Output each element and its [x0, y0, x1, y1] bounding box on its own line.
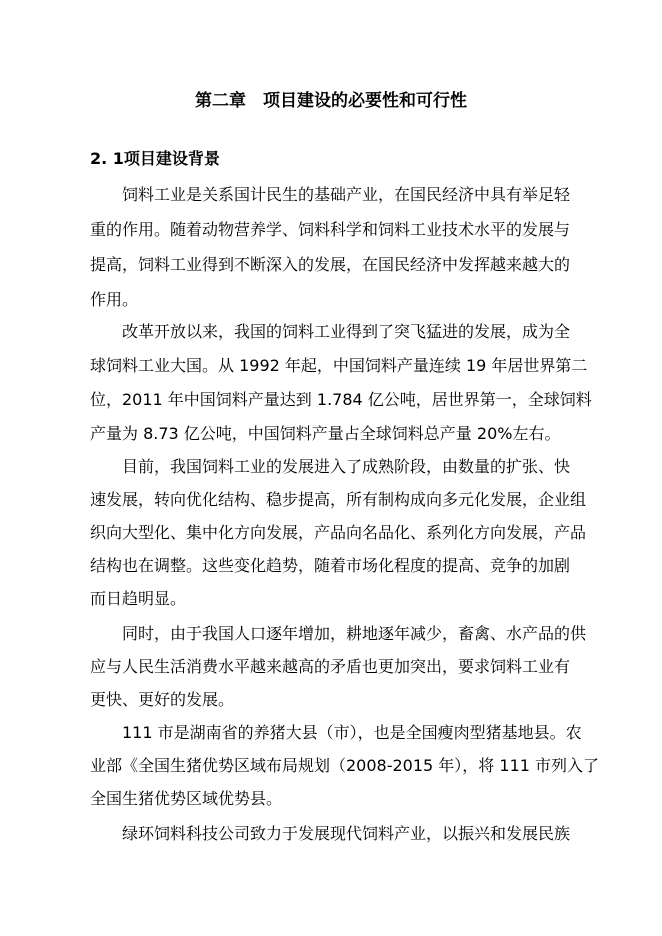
paragraph-1-line-2: 重的作用。随着动物营养学、饲料科学和饲料工业技术水平的发展与 — [90, 220, 571, 239]
paragraph-1-line-1: 饲料工业是关系国计民生的基础产业，在国民经济中具有举足轻 — [122, 185, 571, 204]
paragraph-5-line-1: 111 市是湖南省的养猪大县（市），也是全国瘦肉型猪基地县。农 — [122, 723, 582, 742]
paragraph-1-line-4: 作用。 — [90, 290, 139, 309]
paragraph-2-line-4: 产量为 8.73 亿公吨，中国饲料产量占全球饲料总产量 20%左右。 — [90, 424, 561, 443]
paragraph-2-line-2: 球饲料工业大国。从 1992 年起，中国饲料产量连续 19 年居世界第二 — [90, 356, 588, 375]
section-title: 2. 1项目建设背景 — [90, 149, 220, 168]
paragraph-6-line-1: 绿环饲料科技公司致力于发展现代饲料产业，以振兴和发展民族 — [122, 824, 571, 843]
paragraph-1-line-3: 提高，饲料工业得到不断深入的发展，在国民经济中发挥越来越大的 — [90, 255, 571, 274]
chapter-title: 第二章 项目建设的必要性和可行性 — [195, 91, 467, 111]
paragraph-5-line-3: 全国生猪优势区域优势县。 — [90, 789, 283, 808]
paragraph-3-line-3: 织向大型化、集中化方向发展，产品向名品化、系列化方向发展，产品 — [90, 523, 587, 542]
paragraph-3-line-4: 结构也在调整。这些变化趋势，随着市场化程度的提高、竞争的加剧 — [90, 556, 571, 575]
paragraph-5-line-2: 业部《全国生猪优势区域布局规划（2008-2015 年），将 111 市列入了 — [90, 756, 600, 775]
paragraph-3-line-5: 而日趋明显。 — [90, 589, 187, 608]
paragraph-2-line-3: 位，2011 年中国饲料产量达到 1.784 亿公吨，居世界第一，全球饲料 — [90, 390, 592, 409]
paragraph-4-line-1: 同时，由于我国人口逐年增加，耕地逐年减少，畜禽、水产品的供 — [122, 624, 587, 643]
paragraph-3-line-1: 目前，我国饲料工业的发展进入了成熟阶段，由数量的扩张、快 — [122, 457, 571, 476]
paragraph-3-line-2: 速发展，转向优化结构、稳步提高，所有制构成向多元化发展，企业组 — [90, 490, 587, 509]
paragraph-4-line-2: 应与人民生活消费水平越来越高的矛盾也更加突出，要求饲料工业有 — [90, 657, 571, 676]
paragraph-2-line-1: 改革开放以来，我国的饲料工业得到了突飞猛进的发展，成为全 — [122, 322, 571, 341]
paragraph-4-line-3: 更快、更好的发展。 — [90, 690, 235, 709]
